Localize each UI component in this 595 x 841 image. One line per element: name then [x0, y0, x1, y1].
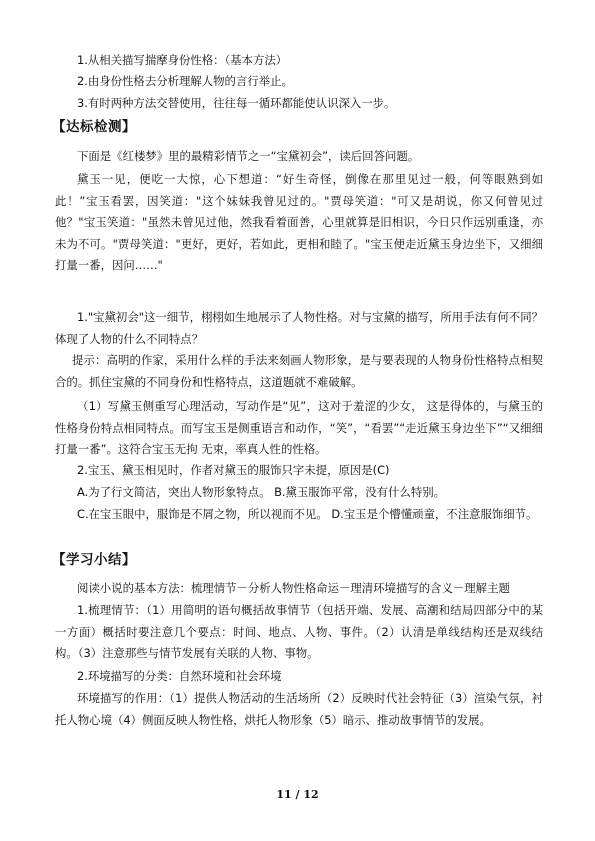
intro-line-3: 3.有时两种方法交替使用，往往每一循环都能使认识深入一步。	[77, 96, 396, 110]
summary-environment-functions: 环境描写的作用：（1）提供人物活动的生活场所（2）反映时代社会特征（3）渲染气氛，衬托人物心境（4）侧面反映人物性格，烘托人物形象（5）暗示、推动故事情节的发展。	[55, 691, 543, 727]
options-c-d: C.在宝玉眼中，服饰是不屑之物，所以视而不见。 D.宝玉是个懵懂顽童，不注意服饰细节。	[77, 507, 538, 521]
test-lead: 下面是《红楼梦》里的最精彩情节之一“宝黛初会”，读后回答问题。	[77, 149, 420, 163]
summary-method: 阅读小说的基本方法：梳理情节－分析人物性格命运－理清环境描写的含义－理解主题	[77, 581, 510, 595]
question-1: 1."宝黛初会"这一细节，栩栩如生地展示了人物性格。对与宝黛的描写，所用手法有何不同？体现了人物的什么不同特点？	[55, 310, 543, 346]
test-passage: 黛玉一见，便吃一大惊，心下想道：“好生奇怪，倒像在那里见过一般，何等眼熟到如此！”宝玉看罢，因笑道："这个妹妹我曾见过的。"贾母笑道："可又是胡说，你又何曾见过他？"宝玉笑道："虽然未曾见过他，然我看着面善，心里就算是旧相识，今日只作远别重逢，亦未为不可。"贾母笑道："更好，更好，若如此，更相和睦了。"宝玉便走近黛玉身边坐下，又细细打量一番，因问……"	[55, 172, 543, 272]
hint-paragraph: 提示：高明的作家，采用什么样的手法来刻画人物形象，是与要表现的人物身份性格特点相契合的。抓住宝黛的不同身份和性格特点，这道题就不难破解。	[55, 353, 543, 389]
answer-1: （1）写黛玉侧重写心理活动，写动作是“见”，这对于羞涩的少女， 这是得体的，与黛玉的性格身份特点相同特点。而写宝玉是侧重语言和动作，“笑”，“看罢”“走近黛玉身边坐下”“又细细打量一番”。这符合宝玉无拘 无束，率真人性的性格。	[55, 399, 543, 456]
section-heading-test: 【达标检测】	[52, 119, 136, 135]
question-2: 2.宝玉、黛玉相见时，作者对黛玉的服饰只字未提，原因是(C)	[77, 463, 390, 477]
summary-environment-types: 2.环境描写的分类：自然环境和社会环境	[77, 669, 282, 683]
section-heading-summary: 【学习小结】	[52, 552, 136, 568]
page-number: 11 / 12	[276, 788, 319, 801]
intro-line-2: 2.由身份性格去分析理解人物的言行举止。	[77, 74, 293, 88]
intro-line-1: 1.从相关描写揣摩身份性格：（基本方法）	[77, 53, 288, 67]
options-a-b: A.为了行文简洁，突出人物形象特点。 B.黛玉服饰平常，没有什么特别。	[77, 485, 445, 499]
summary-plot: 1.梳理情节：（1）用简明的语句概括故事情节（包括开端、发展、高潮和结局四部分中的某一方面）概括时要注意几个要点：时间、地点、人物、事件。（2）认清是单线结构还是双线结构。（3）注意那些与情节发展有关联的人物、事物。	[55, 603, 543, 660]
